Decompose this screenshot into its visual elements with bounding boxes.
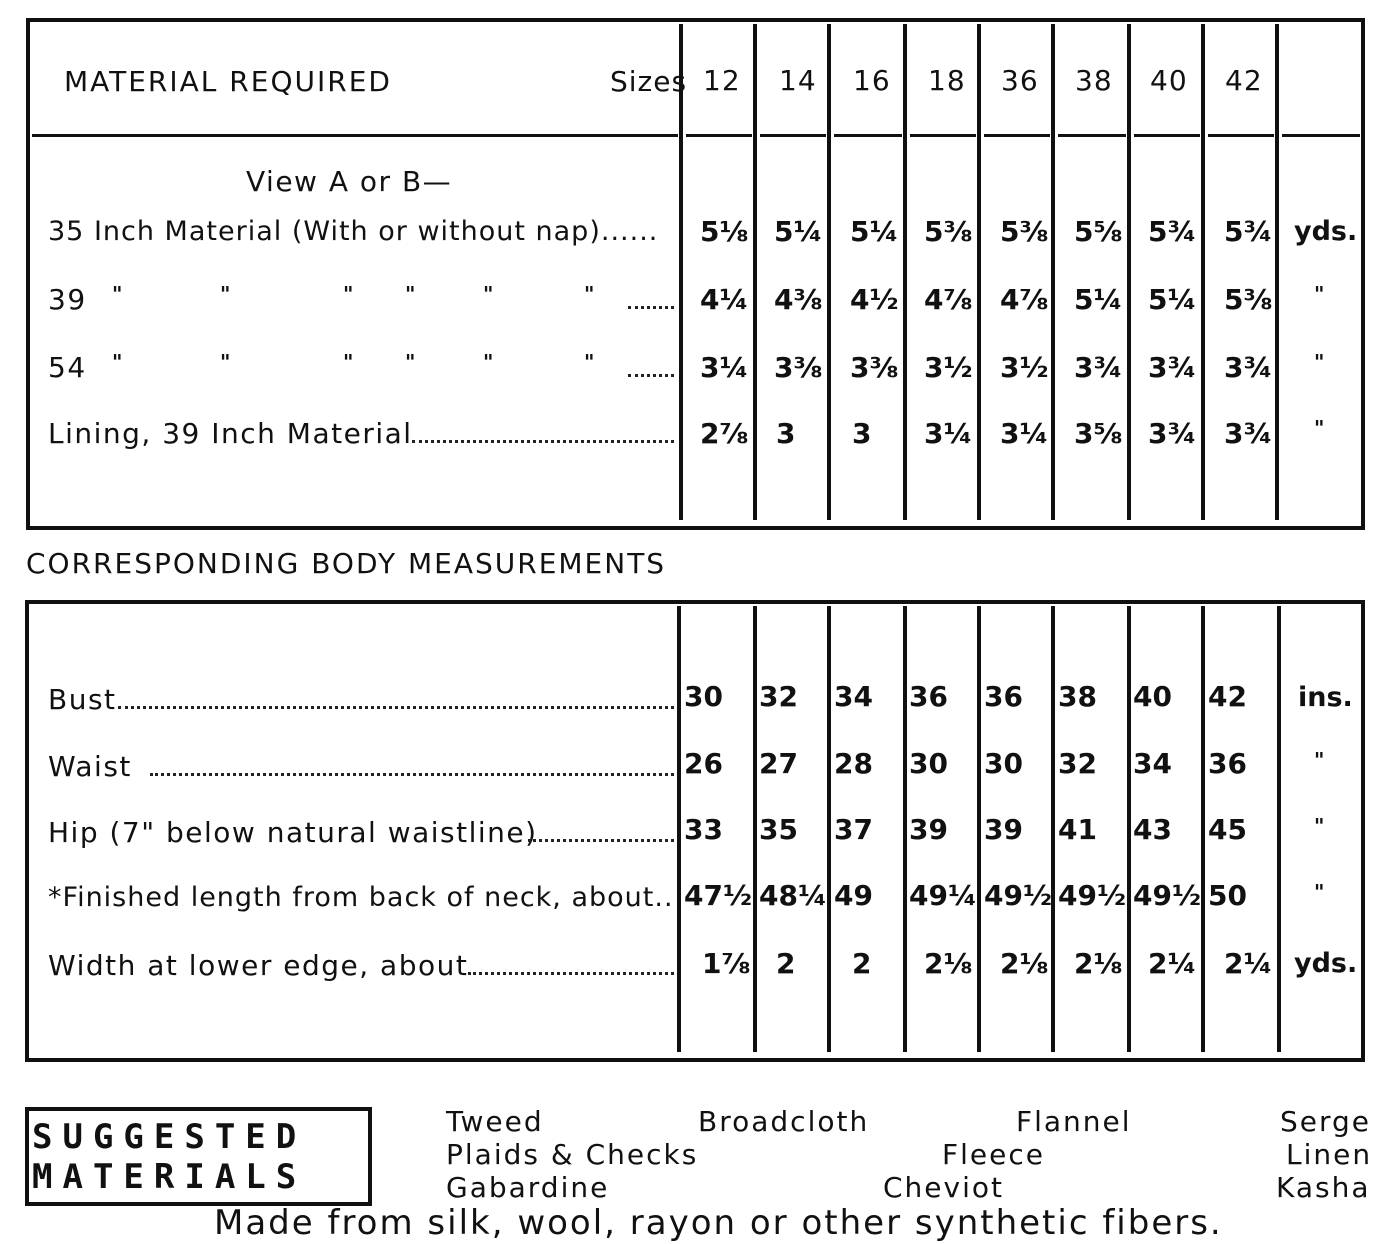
cell: 30 <box>684 680 723 713</box>
material-name: Plaids & Checks <box>446 1138 699 1171</box>
cell: 36 <box>984 680 1023 713</box>
unit: yds. <box>1294 948 1358 979</box>
cell: 3½ <box>1000 351 1049 384</box>
column-divider <box>903 606 907 1052</box>
unit: " <box>1314 282 1325 306</box>
ditto-mark: " <box>112 282 123 306</box>
unit: " <box>1314 350 1325 374</box>
material-name: Gabardine <box>446 1171 610 1204</box>
header-rule <box>1282 134 1360 137</box>
column-divider <box>677 606 681 1052</box>
cell: 3¾ <box>1224 351 1273 384</box>
column-divider <box>903 24 907 520</box>
cell: 47½ <box>684 879 752 912</box>
unit: " <box>1314 748 1325 772</box>
material-name: Flannel <box>1016 1105 1132 1138</box>
cell: 3¾ <box>1148 417 1197 450</box>
cell: 2⅛ <box>1074 947 1123 980</box>
leader-dots <box>118 706 674 709</box>
cell: 39 <box>909 813 948 846</box>
size-header: 18 <box>928 64 966 97</box>
cell: 2¼ <box>1148 947 1197 980</box>
sizes-label: Sizes <box>610 65 688 98</box>
cell: 42 <box>1208 680 1247 713</box>
leader-dots <box>628 306 674 309</box>
cell: 5¼ <box>1074 283 1123 316</box>
cell: 2⅛ <box>924 947 973 980</box>
column-divider <box>753 606 757 1052</box>
ditto-mark: " <box>405 350 416 374</box>
material-name: Linen <box>1286 1138 1373 1171</box>
size-header: 42 <box>1225 64 1263 97</box>
row-label: Lining, 39 Inch Material <box>48 417 413 450</box>
cell: 49½ <box>984 879 1052 912</box>
column-divider <box>827 606 831 1052</box>
material-name: Fleece <box>942 1138 1045 1171</box>
materials-heading: MATERIALS <box>32 1157 307 1197</box>
cell: 1⅞ <box>702 947 751 980</box>
cell: 3¾ <box>1074 351 1123 384</box>
cell: 5⅜ <box>1224 283 1273 316</box>
row-label: 39 <box>48 283 87 316</box>
ditto-mark: " <box>343 350 354 374</box>
cell: 3¼ <box>1000 417 1049 450</box>
cell: 49½ <box>1133 879 1201 912</box>
view-label: View A or B— <box>246 165 453 198</box>
cell: 32 <box>759 680 798 713</box>
ditto-mark: " <box>343 282 354 306</box>
material-name: Cheviot <box>883 1171 1004 1204</box>
header-rule <box>834 134 902 137</box>
size-header: 16 <box>853 64 891 97</box>
cell: 4⅞ <box>1000 283 1049 316</box>
ditto-mark: " <box>220 350 231 374</box>
cell: 34 <box>1133 747 1172 780</box>
unit: " <box>1314 814 1325 838</box>
column-divider <box>1201 24 1205 520</box>
cell: 4¼ <box>700 283 749 316</box>
size-header: 38 <box>1075 64 1113 97</box>
row-label: Waist <box>48 750 132 783</box>
cell: 26 <box>684 747 723 780</box>
cell: 3⅜ <box>850 351 899 384</box>
header-rule <box>32 134 678 137</box>
column-divider <box>827 24 831 520</box>
header-rule <box>1058 134 1126 137</box>
column-divider <box>977 24 981 520</box>
row-label: *Finished length from back of neck, about.. <box>48 882 674 913</box>
leader-dots <box>412 440 674 443</box>
cell: 37 <box>834 813 873 846</box>
section-title: CORRESPONDING BODY MEASUREMENTS <box>26 547 667 580</box>
material-name: Tweed <box>446 1105 544 1138</box>
cell: 2⅛ <box>1000 947 1049 980</box>
header-rule <box>686 134 752 137</box>
cell: 4⅞ <box>924 283 973 316</box>
cell: 39 <box>984 813 1023 846</box>
column-divider <box>1051 24 1055 520</box>
leader-dots <box>150 773 674 776</box>
suggested-heading: SUGGESTED <box>32 1117 307 1157</box>
cell: 3¼ <box>924 417 973 450</box>
unit: yds. <box>1294 216 1358 247</box>
cell: 28 <box>834 747 873 780</box>
size-header: 40 <box>1150 64 1188 97</box>
cell: 35 <box>759 813 798 846</box>
cell: 3⅜ <box>774 351 823 384</box>
cell: 36 <box>1208 747 1247 780</box>
ditto-mark: " <box>405 282 416 306</box>
cell: 2 <box>852 947 872 980</box>
column-divider <box>1275 24 1279 520</box>
table-title: MATERIAL REQUIRED <box>64 65 392 98</box>
size-header: 14 <box>779 64 817 97</box>
column-divider <box>1051 606 1055 1052</box>
header-rule <box>1208 134 1274 137</box>
cell: 32 <box>1058 747 1097 780</box>
cell: 50 <box>1208 879 1247 912</box>
cell: 3 <box>852 417 872 450</box>
cell: 48¼ <box>759 879 827 912</box>
cell: 2 <box>776 947 796 980</box>
material-name: Broadcloth <box>698 1105 870 1138</box>
cell: 5¼ <box>850 215 899 248</box>
cell: 5¼ <box>1148 283 1197 316</box>
cell: 4½ <box>850 283 899 316</box>
size-header: 12 <box>703 64 741 97</box>
row-label: 35 Inch Material (With or without nap)...... <box>48 216 659 247</box>
ditto-mark: " <box>483 350 494 374</box>
ditto-mark: " <box>584 282 595 306</box>
cell: 3¼ <box>700 351 749 384</box>
ditto-mark: " <box>584 350 595 374</box>
unit: " <box>1314 880 1325 904</box>
cell: 5¼ <box>774 215 823 248</box>
cell: 30 <box>909 747 948 780</box>
column-divider <box>1277 606 1281 1052</box>
cell: 3¾ <box>1224 417 1273 450</box>
cell: 5⅛ <box>700 215 749 248</box>
material-name: Kasha <box>1276 1171 1371 1204</box>
cell: 2⅞ <box>700 417 749 450</box>
column-divider <box>679 24 683 520</box>
cell: 5⅜ <box>924 215 973 248</box>
header-rule <box>984 134 1050 137</box>
column-divider <box>1127 24 1131 520</box>
column-divider <box>753 24 757 520</box>
cell: 3½ <box>924 351 973 384</box>
unit: ins. <box>1298 682 1353 713</box>
material-name: Serge <box>1280 1105 1372 1138</box>
cell: 5¾ <box>1148 215 1197 248</box>
cell: 38 <box>1058 680 1097 713</box>
cell: 43 <box>1133 813 1172 846</box>
ditto-mark: " <box>483 282 494 306</box>
cell: 40 <box>1133 680 1172 713</box>
cell: 33 <box>684 813 723 846</box>
header-rule <box>1134 134 1200 137</box>
column-divider <box>1201 606 1205 1052</box>
leader-dots <box>528 839 674 842</box>
cell: 49½ <box>1058 879 1126 912</box>
header-rule <box>760 134 826 137</box>
cell: 3¾ <box>1148 351 1197 384</box>
column-divider <box>1127 606 1131 1052</box>
cell: 45 <box>1208 813 1247 846</box>
ditto-mark: " <box>220 282 231 306</box>
cell: 2¼ <box>1224 947 1273 980</box>
leader-dots <box>468 972 674 975</box>
cell: 5⅝ <box>1074 215 1123 248</box>
cell: 49 <box>834 879 873 912</box>
cell: 5⅜ <box>1000 215 1049 248</box>
cell: 36 <box>909 680 948 713</box>
column-divider <box>977 606 981 1052</box>
cell: 5¾ <box>1224 215 1273 248</box>
cell: 4⅜ <box>774 283 823 316</box>
row-label: 54 <box>48 351 87 384</box>
row-label: Hip (7" below natural waistline) <box>48 816 538 849</box>
row-label: Width at lower edge, about <box>48 949 469 982</box>
row-label: Bust <box>48 683 117 716</box>
cell: 3 <box>776 417 796 450</box>
cell: 41 <box>1058 813 1097 846</box>
cell: 27 <box>759 747 798 780</box>
leader-dots <box>628 374 674 377</box>
size-header: 36 <box>1001 64 1039 97</box>
cell: 30 <box>984 747 1023 780</box>
cell: 3⅝ <box>1074 417 1123 450</box>
cell: 49¼ <box>909 879 977 912</box>
cell: 34 <box>834 680 873 713</box>
footer-note: Made from silk, wool, rayon or other synthetic fibers. <box>214 1203 1223 1243</box>
unit: " <box>1314 416 1325 440</box>
ditto-mark: " <box>112 350 123 374</box>
header-rule <box>910 134 976 137</box>
